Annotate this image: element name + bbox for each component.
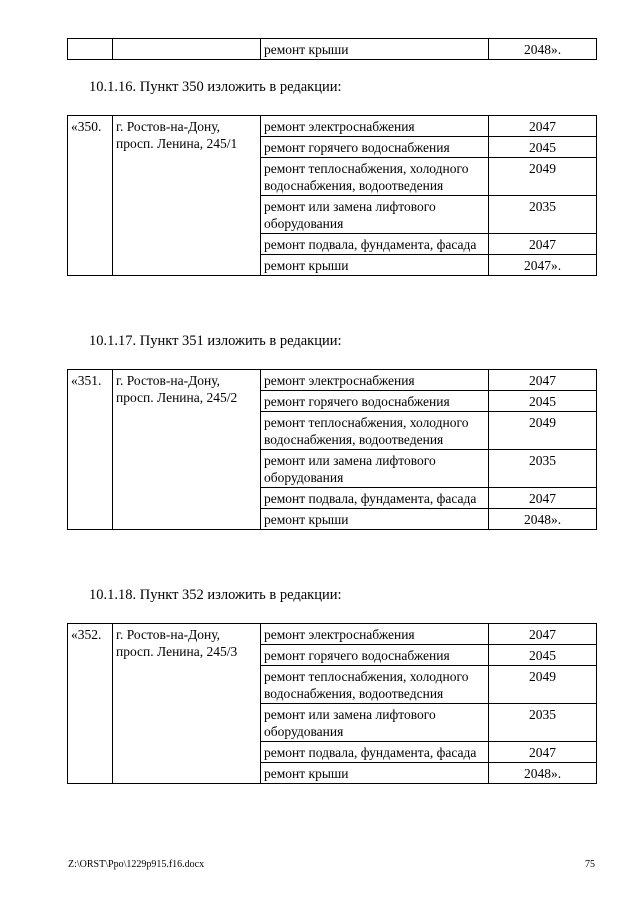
table-row <box>68 39 597 60</box>
item-number-cell: «350. <box>68 116 113 276</box>
work-type-cell: ремонт электроснабжения <box>261 624 489 645</box>
work-type-cell: ремонт горячего водоснабжения <box>261 137 489 158</box>
table-row <box>68 624 597 645</box>
year-cell: 2047 <box>489 488 597 509</box>
item-number-cell: «351. <box>68 370 113 530</box>
year-cell: 2047 <box>489 370 597 391</box>
year-cell: 2048». <box>489 763 597 784</box>
year-cell: 2045 <box>489 391 597 412</box>
work-type-cell: ремонт крыши <box>261 39 489 60</box>
work-type-cell: ремонт горячего водоснабжения <box>261 391 489 412</box>
work-type-cell: ремонт горячего водоснабжения <box>261 645 489 666</box>
address-cell: г. Ростов-на-Дону, просп. Ленина, 245/1 <box>113 116 261 276</box>
continuation-table <box>67 38 597 60</box>
work-table-350 <box>67 115 597 276</box>
work-type-cell: ремонт крыши <box>261 255 489 276</box>
year-cell: 2047». <box>489 255 597 276</box>
work-type-cell: ремонт электроснабжения <box>261 116 489 137</box>
year-cell: 2035 <box>489 450 597 488</box>
work-type-cell: ремонт теплоснабжения, холодного водоснабжения, водоотведения <box>261 158 489 196</box>
year-cell: 2045 <box>489 137 597 158</box>
item-number-cell <box>68 39 113 60</box>
instruction-352: 10.1.18. Пункт 352 изложить в редакции: <box>89 587 342 603</box>
work-type-cell: ремонт крыши <box>261 763 489 784</box>
work-type-cell: ремонт или замена лифтового оборудования <box>261 450 489 488</box>
address-cell: г. Ростов-на-Дону, просп. Ленина, 245/2 <box>113 370 261 530</box>
year-cell: 2047 <box>489 116 597 137</box>
instruction-351: 10.1.17. Пункт 351 изложить в редакции: <box>89 333 342 349</box>
work-table-351 <box>67 369 597 530</box>
address-cell <box>113 39 261 60</box>
work-table-352 <box>67 623 597 784</box>
year-cell: 2047 <box>489 742 597 763</box>
year-cell: 2048». <box>489 509 597 530</box>
year-cell: 2049 <box>489 158 597 196</box>
footer-page-number: 75 <box>585 859 595 870</box>
work-type-cell: ремонт теплоснабжения, холодного водоснабжения, водоотведсния <box>261 666 489 704</box>
work-type-cell: ремонт крыши <box>261 509 489 530</box>
footer-file-path: Z:\ORST\Ppo\1229p915.f16.docx <box>68 859 205 870</box>
work-type-cell: ремонт или замена лифтового оборудования <box>261 196 489 234</box>
address-cell: г. Ростов-на-Дону, просп. Ленина, 245/3 <box>113 624 261 784</box>
year-cell: 2048». <box>489 39 597 60</box>
year-cell: 2035 <box>489 704 597 742</box>
table-row <box>68 116 597 137</box>
work-type-cell: ремонт подвала, фундамента, фасада <box>261 234 489 255</box>
item-number-cell: «352. <box>68 624 113 784</box>
instruction-350: 10.1.16. Пункт 350 изложить в редакции: <box>89 79 342 95</box>
work-type-cell: ремонт или замена лифтового оборудования <box>261 704 489 742</box>
work-type-cell: ремонт теплоснабжения, холодного водоснабжения, водоотведения <box>261 412 489 450</box>
year-cell: 2049 <box>489 412 597 450</box>
year-cell: 2047 <box>489 624 597 645</box>
year-cell: 2045 <box>489 645 597 666</box>
work-type-cell: ремонт подвала, фундамента, фасада <box>261 742 489 763</box>
year-cell: 2049 <box>489 666 597 704</box>
year-cell: 2035 <box>489 196 597 234</box>
work-type-cell: ремонт подвала, фундамента, фасада <box>261 488 489 509</box>
work-type-cell: ремонт электроснабжения <box>261 370 489 391</box>
table-row <box>68 370 597 391</box>
year-cell: 2047 <box>489 234 597 255</box>
